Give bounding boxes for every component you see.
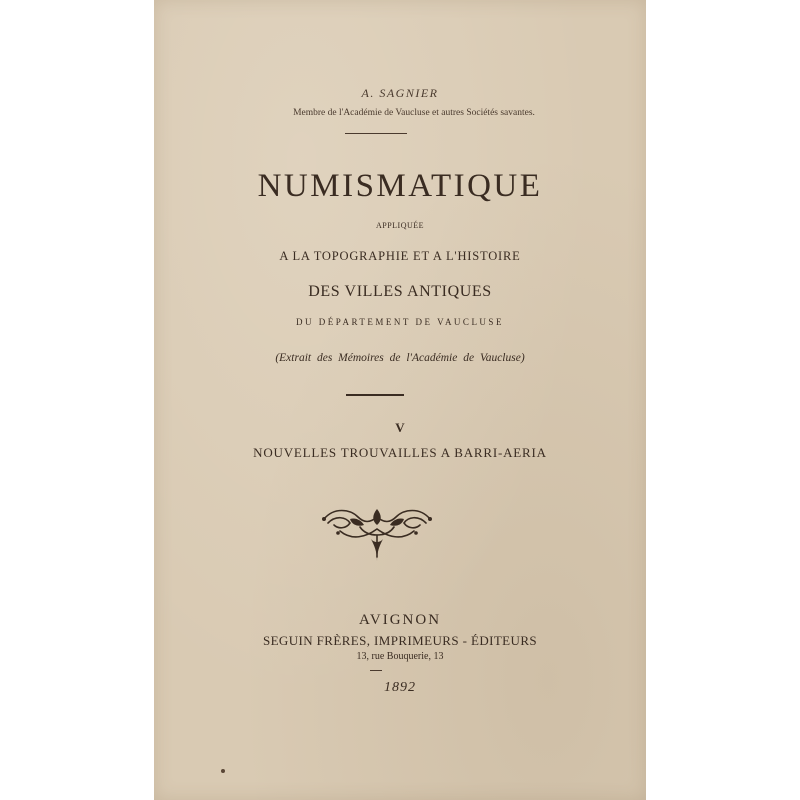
divider-rule — [370, 670, 382, 671]
paper-speck — [221, 769, 225, 773]
ornament-icon — [320, 505, 434, 565]
subtitle-line-1: APPLIQUÉE — [375, 221, 425, 230]
publication-year: 1892 — [384, 680, 416, 695]
publisher-address: 13, rue Bouquerie, 13 — [356, 651, 444, 662]
book-title: NUMISMATIQUE — [257, 168, 543, 204]
subtitle-line-4: DU DÉPARTEMENT DE VAUCLUSE — [296, 317, 504, 327]
publisher-name: SEGUIN FRÈRES, IMPRIMEURS - ÉDITEURS — [262, 633, 538, 648]
divider-rule — [346, 394, 404, 396]
extract-note: (Extrait des Mémoires de l'Académie de Vaucluse) — [275, 352, 525, 364]
author-affiliation: Membre de l'Académie de Vaucluse et autres Sociétés savantes. — [293, 108, 535, 118]
author-name: A. SAGNIER — [361, 86, 439, 100]
subtitle-line-2: A LA TOPOGRAPHIE ET A L'HISTOIRE — [279, 249, 521, 263]
divider-rule — [345, 133, 407, 134]
publisher-city: AVIGNON — [358, 612, 442, 628]
part-title: NOUVELLES TROUVAILLES A BARRI-AERIA — [253, 445, 547, 460]
book-title-page — [154, 0, 646, 800]
subtitle-line-3: DES VILLES ANTIQUES — [308, 283, 492, 300]
part-number: V — [395, 420, 405, 435]
